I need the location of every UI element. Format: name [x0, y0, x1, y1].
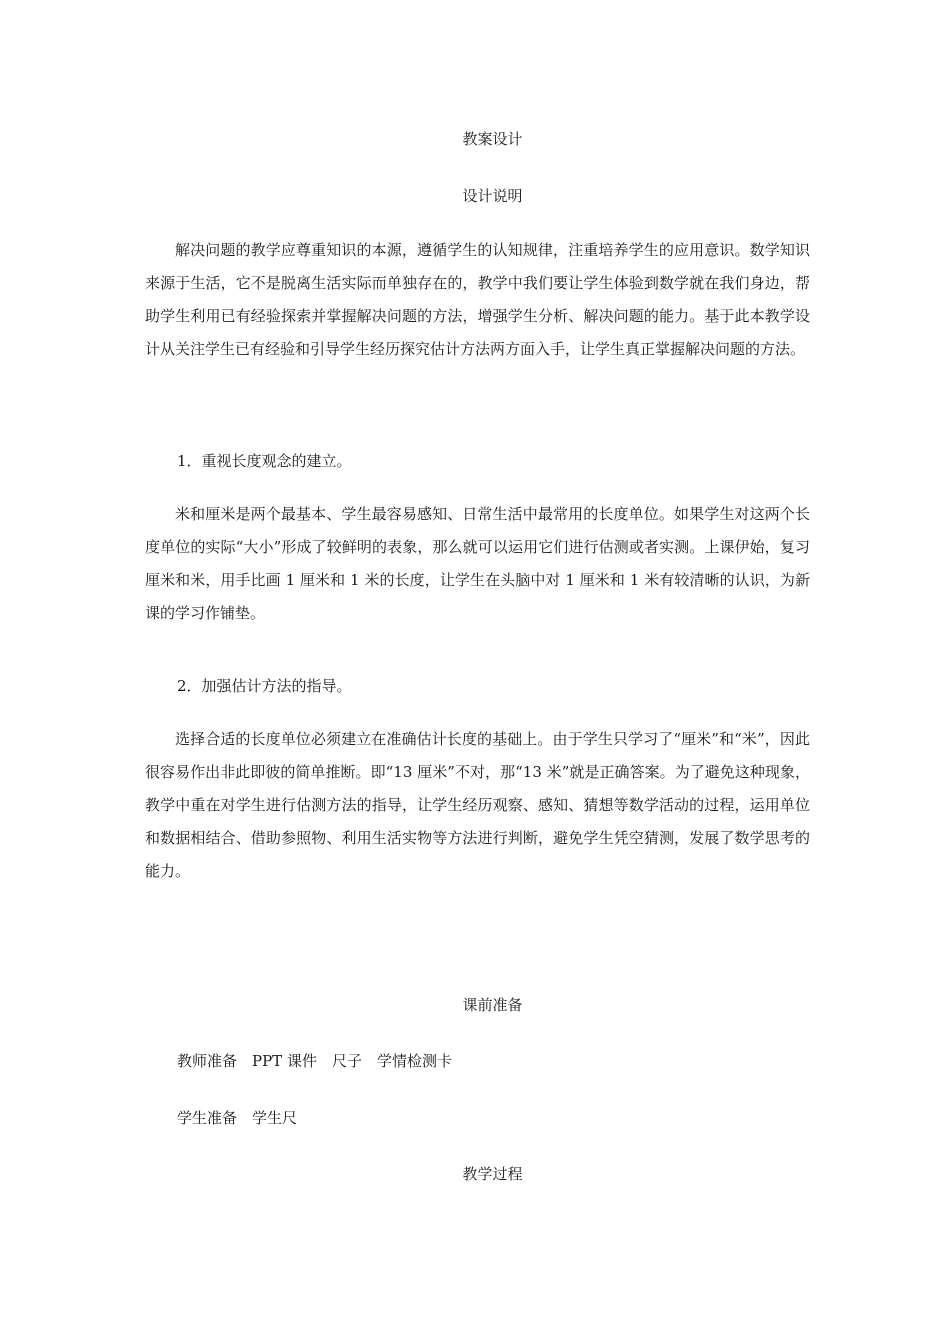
- teacher-prep-line: 教师准备 PPT 课件 尺子 学情检测卡: [177, 1052, 452, 1070]
- section-heading-prep: 课前准备: [462, 996, 523, 1014]
- point-2-heading: 2．加强估计方法的指导。: [177, 677, 352, 695]
- paragraph-intro: 解决问题的教学应尊重知识的本源，遵循学生的认知规律，注重培养学生的应用意识。数学知识来源于生活，它不是脱离生活实际而单独存在的，教学中我们要让学生体验到数学就在我们身边，帮助学生利用已有经验探索并掌握解决问题的方法，增强学生分析、解决问题的能力。基于此本教学设计从关注学生已有经验和引导学生经历探究估计方法两方面入手，让学生真正掌握解决问题的方法。: [145, 241, 810, 358]
- paragraph-point-2: 选择合适的长度单位必须建立在准确估计长度的基础上。由于学生只学习了“厘米”和“米”，因此很容易作出非此即彼的简单推断。即“13 厘米”不对，那“13 米”就是正确答案。为了避免这种现象，教学中重在对学生进行估测方法的指导，让学生经历观察、感知、猜想等数学活动的过程，运用单位和数据相结合、借助参照物、利用生活实物等方法进行判断，避免学生凭空猜测，发展了数学思考的能力。: [145, 730, 810, 880]
- paragraph-point-1: 米和厘米是两个最基本、学生最容易感知、日常生活中最常用的长度单位。如果学生对这两个长度单位的实际“大小”形成了较鲜明的表象，那么就可以运用它们进行估测或者实测。上课伊始，复习厘米和米，用手比画 1 厘米和 1 米的长度，让学生在头脑中对 1 厘米和 1 米有较清晰的认识，为新课的学习作铺垫。: [145, 505, 810, 622]
- point-1-heading: 1．重视长度观念的建立。: [177, 452, 352, 470]
- section-heading-design-note: 设计说明: [462, 187, 523, 205]
- document-title: 教案设计: [462, 130, 523, 148]
- student-prep-line: 学生准备 学生尺: [177, 1109, 298, 1127]
- section-heading-process: 教学过程: [462, 1165, 523, 1183]
